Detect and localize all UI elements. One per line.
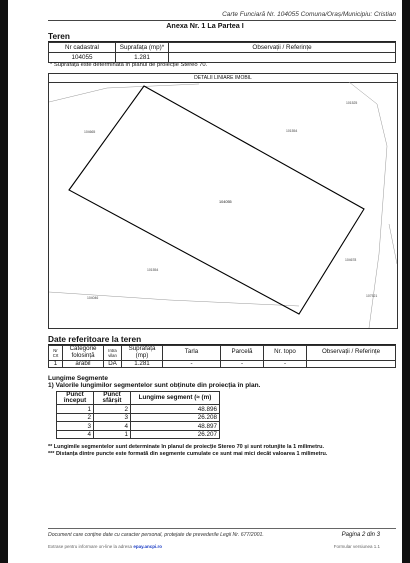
referitoare-table — [48, 345, 396, 368]
segmente-subtitle: 1) Valorile lungimilor segmentelor sunt obținute din proiecția în plan. — [48, 382, 261, 389]
table-row — [49, 53, 396, 63]
referitoare-section-title: Date referitoare la teren — [48, 334, 142, 344]
table-row — [49, 360, 396, 368]
extract-prefix: Extrase pentru informare on-line la adresa — [48, 544, 133, 549]
cell-nr-crt: 1 — [49, 360, 63, 368]
cell-punct-sfarsit: 1 — [94, 430, 131, 439]
teren-table-header — [49, 43, 396, 53]
cell-punct-sfarsit: 3 — [94, 413, 131, 422]
footer-divider — [48, 528, 396, 529]
col-tarla: Tarla — [163, 346, 221, 361]
referitoare-table-header — [49, 346, 396, 361]
segmente-table — [56, 391, 220, 439]
neighbor-label: 101554 — [286, 129, 298, 133]
col-suprafata: Suprafața (mp)* — [116, 43, 169, 53]
neighbor-boundary — [389, 224, 397, 264]
col-intravilan: Intra vilan — [104, 346, 122, 361]
neighbor-label: 101525 — [346, 101, 358, 105]
col-nr-topo: Nr. topo — [264, 346, 307, 361]
col-punct-sfarsit: Punct sfârșit — [94, 392, 131, 405]
cell-tarla: - — [163, 360, 221, 368]
col-suprafata: Suprafața (mp) — [122, 346, 163, 361]
neighbor-boundary — [349, 82, 387, 328]
cell-punct-inceput: 3 — [57, 422, 94, 431]
plan-title: DETALII LINIARE IMOBIL — [49, 74, 397, 83]
table-row — [57, 422, 220, 431]
col-punct-inceput: Punct început — [57, 392, 94, 405]
segmente-note-2: *** Distanța dintre puncte este formată din segmente cumulate ce sunt mai mici decât valoarea 1 milimetru. — [48, 451, 328, 457]
table-row — [57, 405, 220, 414]
parcel-outline — [69, 86, 364, 314]
table-row — [57, 413, 220, 422]
neighbor-boundary — [49, 84, 199, 102]
cell-punct-inceput: 4 — [57, 430, 94, 439]
epay-link[interactable]: epay.ancpi.ro — [133, 544, 162, 549]
cell-punct-sfarsit: 2 — [94, 405, 131, 414]
cell-lungime: 48.896 — [131, 405, 220, 414]
segmente-note-1: ** Lungimile segmentelor sunt determinate în planul de proiecție Stereo 70 și sunt rotunjite la 1 milimetru. — [48, 444, 324, 450]
col-observatii: Observații / Referințe — [307, 346, 396, 361]
cell-punct-inceput: 2 — [57, 413, 94, 422]
teren-note: * Suprafața este determinată în planul de proiecție Stereo 70. — [50, 62, 208, 68]
cell-nr-cadastral: 104055 — [49, 53, 116, 63]
neighbor-label: 104665 — [84, 130, 96, 134]
neighbor-label: 104046 — [87, 296, 99, 300]
cell-suprafata: 1.281 — [122, 360, 163, 368]
cell-lungime: 48.897 — [131, 422, 220, 431]
parcel-plan — [48, 73, 398, 329]
document-page — [8, 0, 402, 563]
cell-parcela: - — [221, 360, 264, 368]
cell-observatii — [169, 53, 396, 63]
extract-info — [48, 544, 162, 549]
plan-drawing — [49, 74, 397, 328]
cell-punct-inceput: 1 — [57, 405, 94, 414]
neighbor-label: 101554 — [147, 268, 159, 272]
cell-categorie: arabil — [63, 360, 104, 368]
teren-section-title: Teren — [48, 31, 70, 41]
cell-lungime: 26.207 — [131, 430, 220, 439]
neighbor-label: 104678 — [345, 258, 357, 262]
page-number: Pagina 2 din 3 — [341, 532, 380, 538]
col-nr-crt: Nr Crt — [49, 346, 63, 361]
register-header: Carte Funciară Nr. 104055 Comuna/Oraș/Municipiu: Cristian — [222, 11, 396, 18]
legal-notice: Document care conține date cu caracter personal, protejate de prevederile Legii Nr. 677/2001. — [48, 532, 264, 538]
segmente-title: Lungime Segmente — [48, 375, 108, 382]
col-observatii: Observații / Referințe — [169, 43, 396, 53]
cell-punct-sfarsit: 4 — [94, 422, 131, 431]
form-version: Formular versiunea 1.1 — [333, 544, 380, 549]
cell-nr-topo: - — [264, 360, 307, 368]
annex-title: Anexa Nr. 1 La Partea I — [166, 21, 244, 30]
cell-lungime: 26.208 — [131, 413, 220, 422]
col-categorie: Categorie folosință — [63, 346, 104, 361]
col-lungime: Lungime segment (≈ (m) — [131, 392, 220, 405]
table-row — [57, 430, 220, 439]
neighbor-label: 107521 — [366, 294, 378, 298]
segmente-table-header — [57, 392, 220, 405]
teren-table — [48, 42, 396, 63]
cell-observatii — [307, 360, 396, 368]
col-parcela: Parcelă — [221, 346, 264, 361]
parcel-label: 104055 — [219, 200, 232, 204]
cell-suprafata: 1.281 — [116, 53, 169, 63]
col-nr-cadastral: Nr cadastral — [49, 43, 116, 53]
cell-intravilan: DA — [104, 360, 122, 368]
